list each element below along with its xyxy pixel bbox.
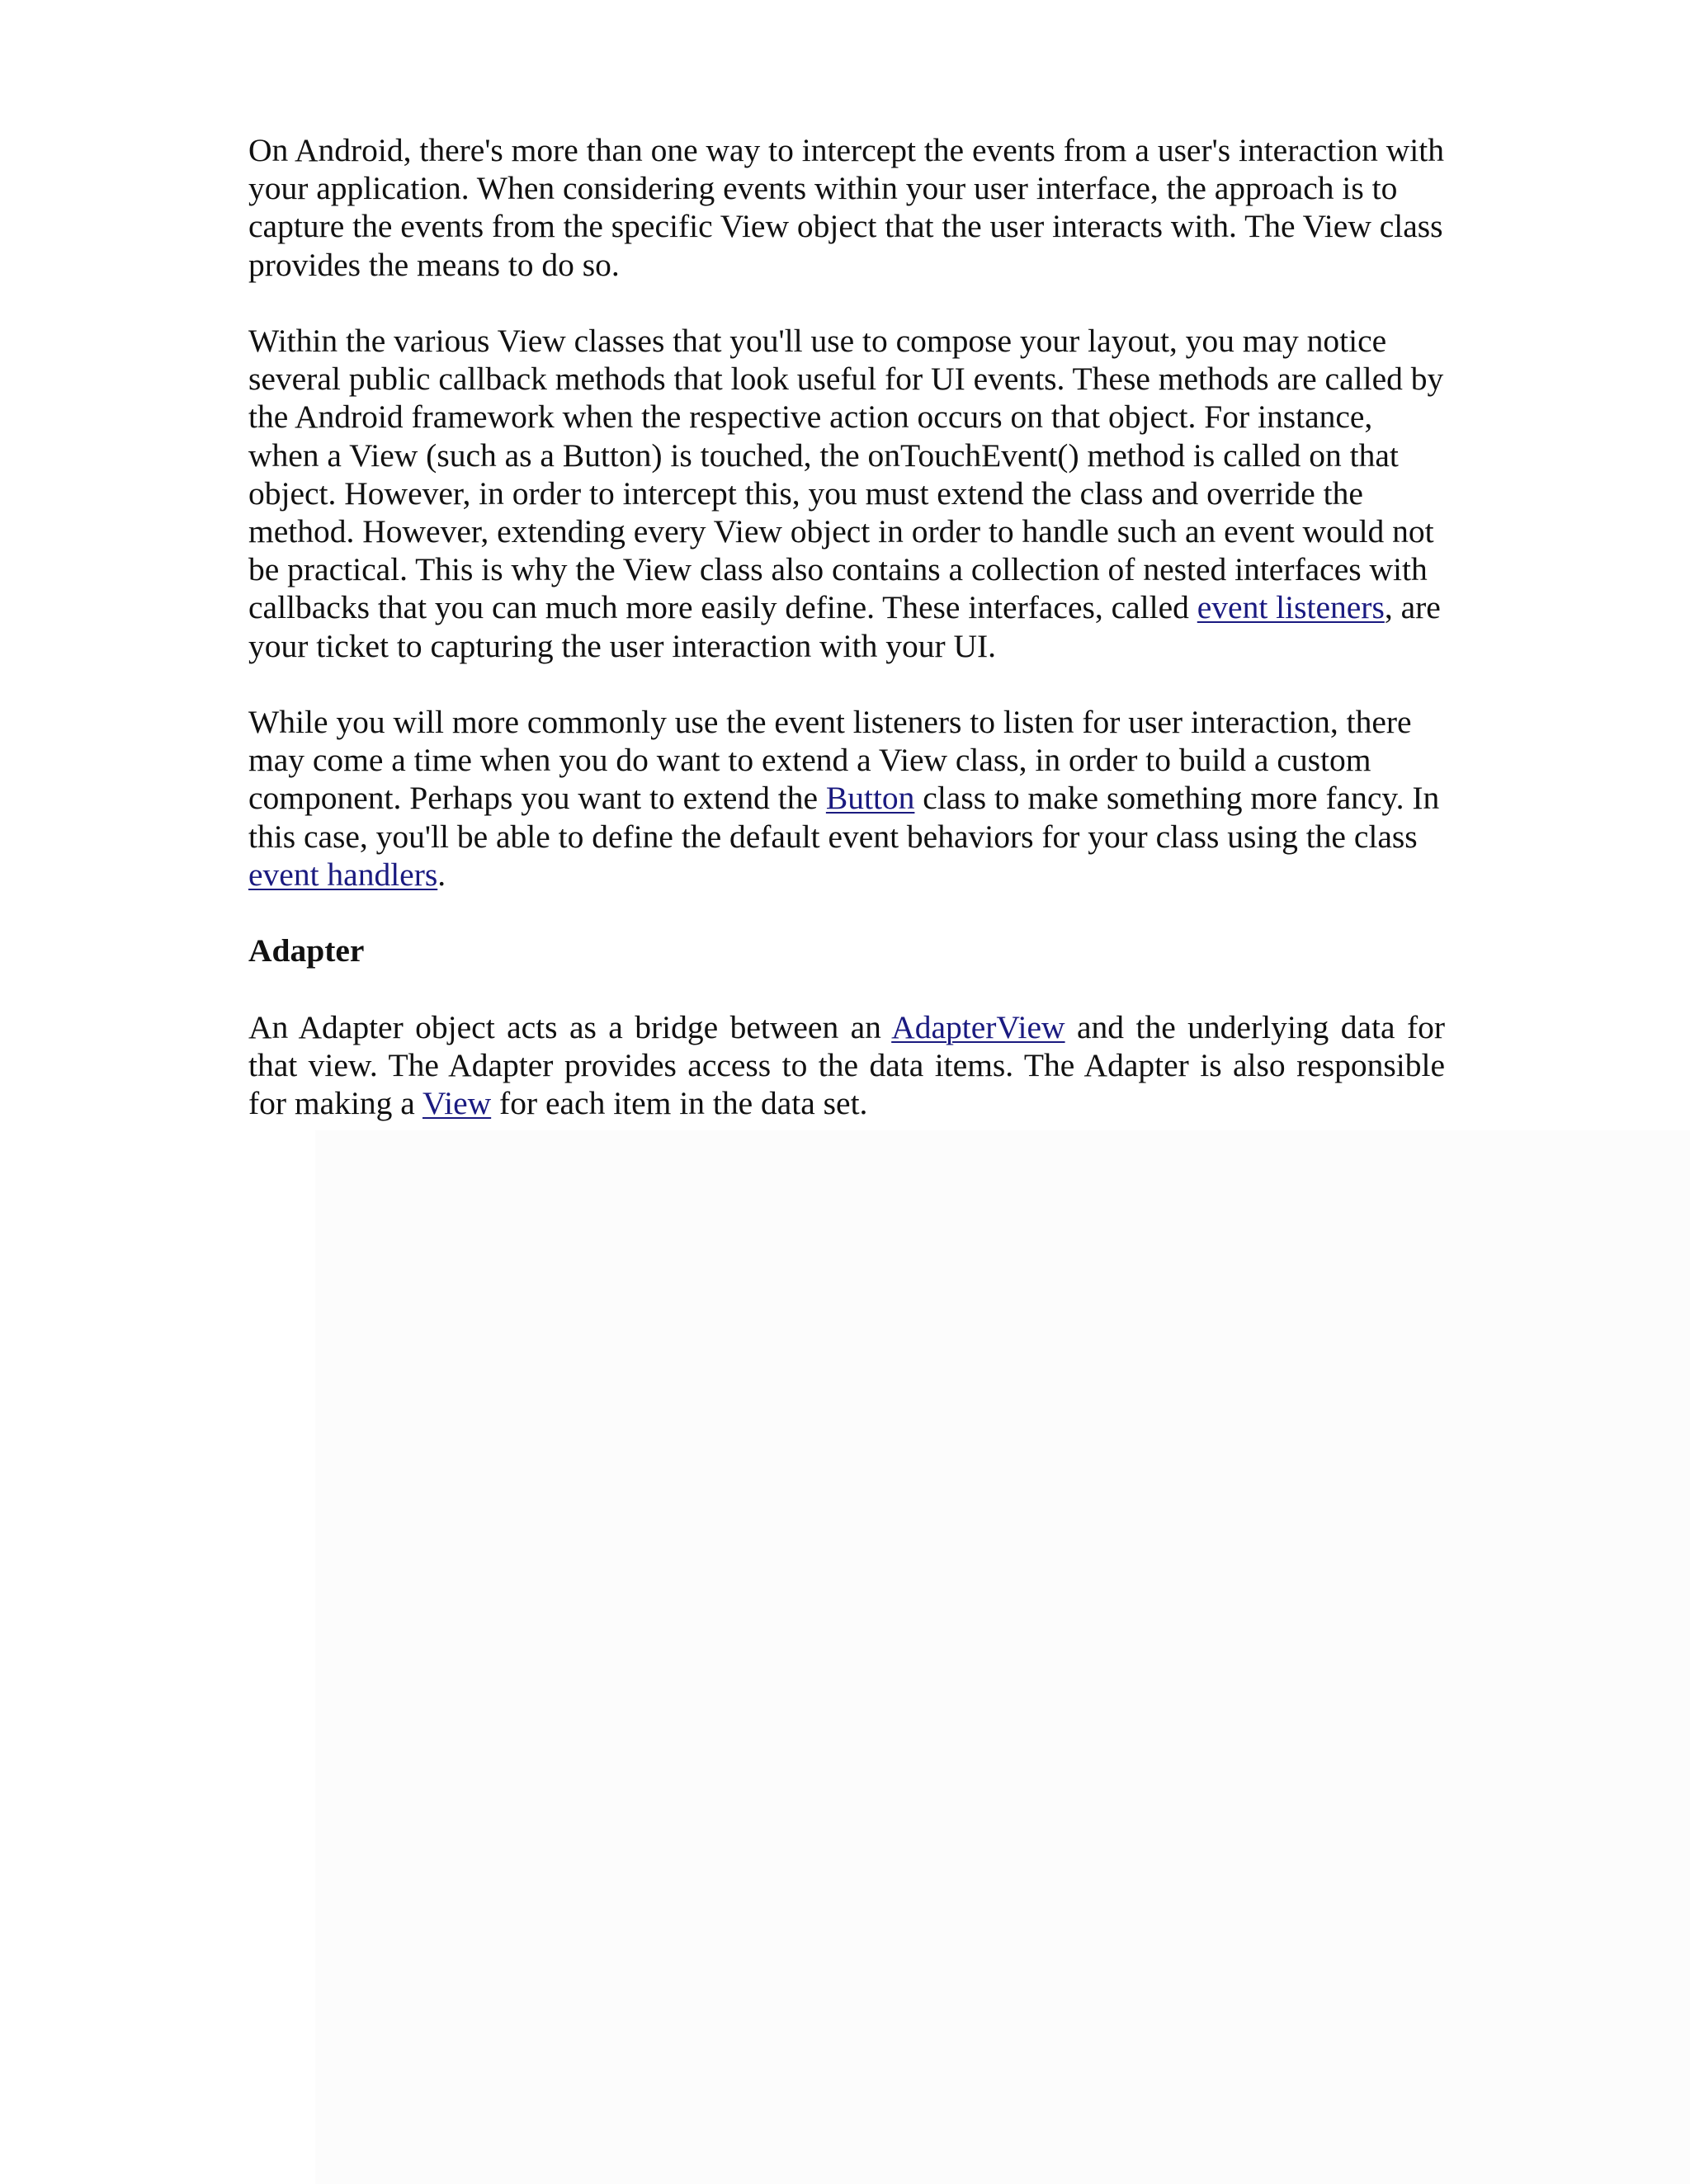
- paragraph-text: Within the various View classes that you'll use to compose your layout, you may notice several public callback methods that look useful for UI events. These methods are called by the Android framework when the respective action occurs on that object. For instance, when a View (such as a Button) is touched, the onTouchEvent() method is called on that object. However, in order to intercept this, you must extend the class and override the method. However, extending every View object in order to handle such an event would not be practical. This is why the View class also contains a collection of nested interfaces with callbacks that you can much more easily define. These interfaces, called: [248, 323, 1444, 626]
- paragraph-text: .: [437, 856, 446, 893]
- paragraph-callback-methods: [248, 322, 1445, 665]
- view-link[interactable]: View: [422, 1085, 492, 1122]
- event-handlers-link[interactable]: event handlers: [248, 856, 438, 893]
- paragraph-text: , are your ticket to capturing the user interaction with your UI.: [248, 589, 1441, 664]
- document-body: [248, 131, 1445, 1160]
- paragraph-text: An Adapter object acts as a bridge between an: [248, 1008, 892, 1045]
- adapter-heading: Adapter: [248, 932, 365, 969]
- button-link[interactable]: Button: [825, 780, 915, 817]
- paragraph-text: While you will more commonly use the event listeners to listen for user interaction, there may come a time when you do want to extend a View class, in order to build a custom component. Perhaps you want to extend the: [248, 704, 1412, 817]
- page-shade: [315, 1130, 1690, 2184]
- paragraph-text: for each item in the data set.: [491, 1085, 868, 1122]
- paragraph-text: class to make something more fancy. In this case, you'll be able to define the default event behaviors for your class using the class: [248, 780, 1440, 855]
- adapterview-link[interactable]: AdapterView: [891, 1008, 1065, 1045]
- paragraph-intercepting-events: On Android, there's more than one way to intercept the events from a user's interaction with your application. When considering events within your user interface, the approach is to capture the events from the specific View object that the user interacts with. The View class provides the means to do so.: [248, 132, 1444, 283]
- paragraph-text: and the underlying data for that view. The Adapter provides access to the data items. The Adapter is also responsible for making a: [248, 1008, 1446, 1122]
- event-listeners-link[interactable]: event listeners: [1197, 589, 1385, 626]
- paragraph-extend-view: [248, 703, 1445, 894]
- paragraph-adapter: [248, 1008, 1445, 1123]
